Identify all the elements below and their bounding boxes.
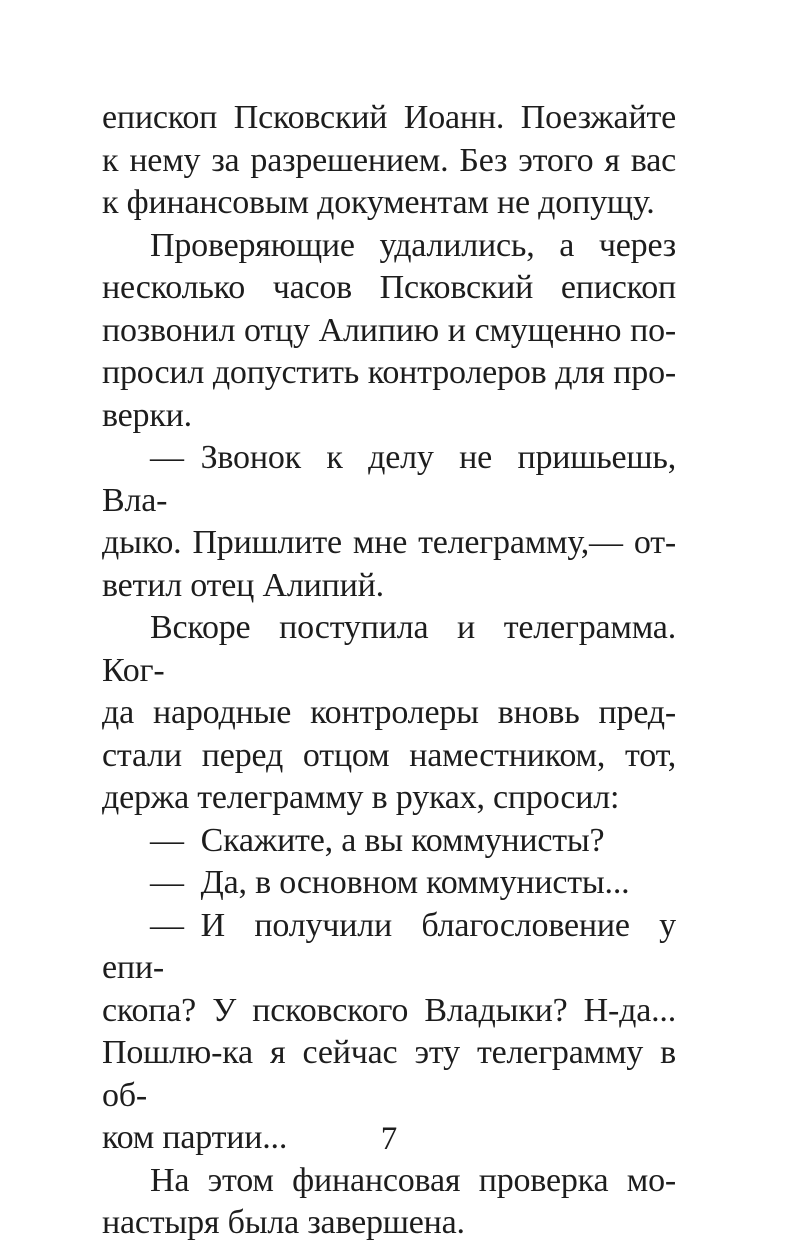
paragraph	[102, 1160, 676, 1245]
text-line: держа телеграмму в руках, спросил:	[102, 779, 620, 816]
text-line: — Да, в основном коммунисты...	[150, 864, 630, 901]
text-line: стали перед отцом наместником, тот,	[102, 736, 676, 774]
text-line: Вскоре поступила и телеграмма. Ког-	[102, 609, 676, 689]
text-line: епископ Псковский Иоанн. Поезжайте	[102, 99, 676, 136]
page-number: 7	[380, 1121, 398, 1157]
text-line: к финансовым документам не допущу.	[102, 184, 655, 221]
paragraph	[102, 225, 676, 438]
paragraph	[102, 607, 676, 820]
text-line: Проверяющие удалились, а через	[150, 226, 676, 264]
text-line: — Звонок к делу не пришьешь, Вла-	[102, 439, 676, 519]
page-text-block	[102, 97, 676, 1245]
text-line: просил допустить контролеров для про-	[102, 354, 676, 391]
paragraph	[102, 862, 676, 905]
text-line: позвонил отцу Алипию и смущенно по-	[102, 311, 676, 349]
text-line: к нему за разрешением. Без этого я вас	[102, 141, 676, 179]
text-line: — И получили благословение у епи-	[102, 906, 676, 986]
paragraph	[102, 820, 676, 863]
text-line: На этом финансовая проверка мо-	[150, 1161, 676, 1199]
paragraph	[102, 97, 676, 225]
text-line: настыря была завершена.	[102, 1204, 465, 1241]
text-line: дыко. Пришлите мне телеграмму,— от-	[102, 524, 676, 561]
text-line: ветил отец Алипий.	[102, 566, 384, 604]
text-line: — Скажите, а вы коммунисты?	[150, 821, 605, 859]
text-line: да народные контролеры вновь пред-	[102, 694, 676, 731]
paragraph	[102, 437, 676, 607]
text-line: Пошлю-ка я сейчас эту телеграмму в об-	[102, 1034, 676, 1114]
text-line: верки.	[102, 396, 192, 434]
text-line: скопа? У псковского Владыки? Н-да...	[102, 991, 676, 1029]
text-line: несколько часов Псковский епископ	[102, 269, 676, 306]
text-line: ком партии...	[102, 1119, 288, 1156]
